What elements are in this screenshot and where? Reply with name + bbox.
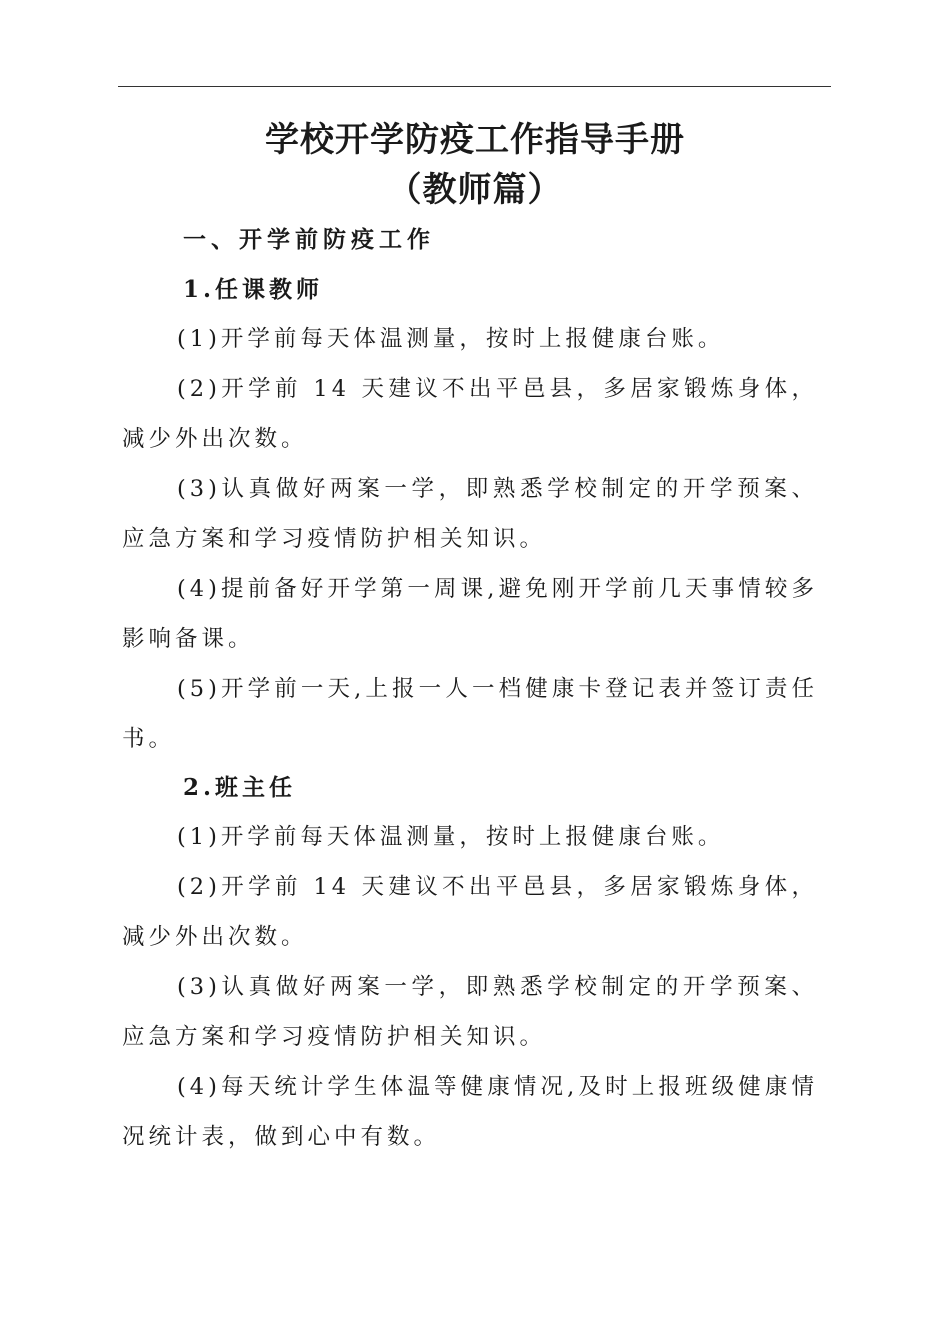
header-rule	[118, 86, 831, 87]
list-item: (1)开学前每天体温测量，按时上报健康台账。	[177, 824, 725, 850]
list-item: (5)开学前一天,上报一人一档健康卡登记表并签订责任书。	[122, 676, 818, 752]
list-item: (3)认真做好两案一学，即熟悉学校制定的开学预案、应急方案和学习疫情防护相关知识。	[122, 476, 818, 552]
list-item: (1)开学前每天体温测量，按时上报健康台账。	[177, 326, 725, 352]
document-subtitle: （教师篇）	[387, 170, 563, 210]
subsection-heading-teachers: 1.任课教师	[183, 276, 324, 303]
list-item: (2)开学前 14 天建议不出平邑县，多居家锻炼身体，减少外出次数。	[122, 874, 818, 950]
section-heading: 一、开学前防疫工作	[183, 226, 435, 253]
list-item: (3)认真做好两案一学，即熟悉学校制定的开学预案、应急方案和学习疫情防护相关知识。	[122, 974, 818, 1050]
list-item: (4)提前备好开学第一周课,避免刚开学前几天事情较多影响备课。	[122, 576, 818, 652]
list-item: (2)开学前 14 天建议不出平邑县，多居家锻炼身体，减少外出次数。	[122, 376, 818, 452]
document-title: 学校开学防疫工作指导手册	[265, 120, 685, 160]
subsection-heading-head-teacher: 2.班主任	[183, 774, 297, 801]
list-item: (4)每天统计学生体温等健康情况,及时上报班级健康情况统计表，做到心中有数。	[122, 1074, 818, 1150]
